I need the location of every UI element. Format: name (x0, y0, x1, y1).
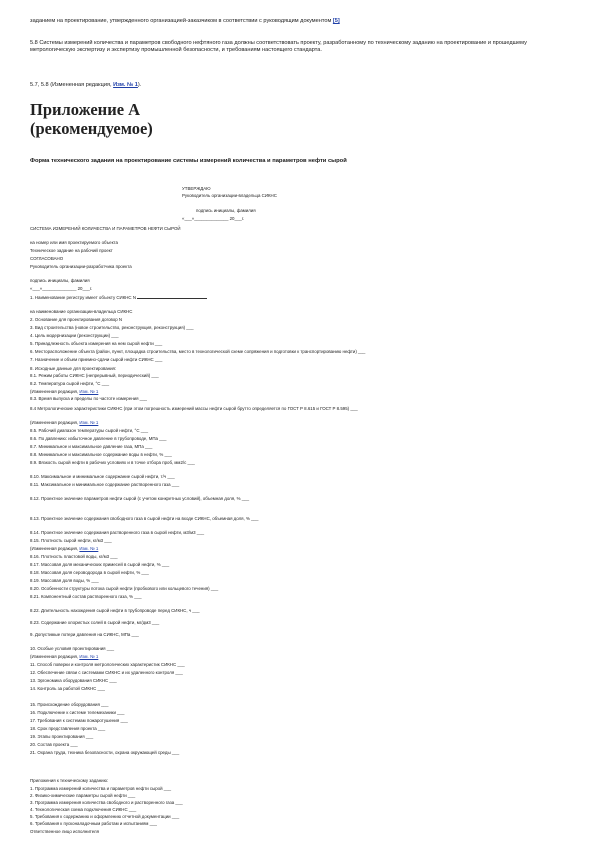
form-item: 6. Месторасположение объекта (район, пункт, площадка строительства, место в технологической схеме сопряжения и подготовки к транспортированию нефти) ___ (30, 349, 366, 354)
form-item: 8.12. Проектное значение параметров нефти сырой (с учетом конкретных условий), объемная доля, % ___ (30, 496, 250, 501)
form-item: 8.11. Максимальное и минимальное содержание растворенного газа ___ (30, 482, 180, 487)
form-item: 1. Наименование регистру имеет объекту СИКНС N (30, 294, 207, 300)
form-item: 8. Исходные данные для проектирования: (30, 366, 117, 371)
appendix-title: Приложение А (рекомендуемое) (30, 100, 153, 138)
form-item: 17. Требования к системам пожаротушения ___ (30, 718, 128, 723)
fill-line[interactable] (137, 294, 207, 299)
form-item: 9. Допустимые потери давления на СИКНС, МПа ___ (30, 632, 139, 637)
agreed-date: «___»______________ 20___г. (30, 286, 93, 291)
form-item: 8.16. Плотность пластовой воды, кг/м3 ___ (30, 554, 118, 559)
reference-link[interactable]: [5] (332, 18, 340, 24)
form-item: 11. Способ поверки и контроля метрологических характеристик СИКНС ___ (30, 662, 185, 667)
change-link[interactable]: Изм. № 1 (79, 420, 99, 425)
form-item: 8.5. Рабочий диапазон температуры сырой нефти, °С ___ (30, 428, 149, 433)
attachment-item: 3. Программа измерения количества свободного и растворенного газа ___ (30, 800, 183, 805)
form-item: 14. Контроль за работой СИКНС ___ (30, 686, 105, 691)
form-item: 8.15. Плотность сырой нефти, кг/м3 ___ (30, 538, 112, 543)
attachments-title: Приложения к техническому заданию: (30, 778, 109, 783)
form-item: 8.6. По давлению: избыточное давление в трубопроводе, МПа ___ (30, 436, 167, 441)
change-note: 5.7, 5.8 (Измененная редакция, Изм. № 1). (30, 82, 142, 88)
change-link[interactable]: Изм. № 1 (79, 654, 99, 659)
agreed-sign: подпись инициалы, фамилия (30, 278, 90, 283)
attachment-item: 4. Технологическая схема подключения СИКНС ___ (30, 807, 137, 812)
form-item: 8.9. Вязкость сырой нефти в рабочих условиях и в точке отбора проб, мм2/с ___ (30, 460, 195, 465)
form-item: 8.3. Время выпуска и пределы по частоте измерения ___ (30, 396, 147, 401)
form-item: 15. Происхождение оборудования ___ (30, 702, 109, 707)
object-name: на номер или имя проектируемого объекта (30, 240, 118, 245)
form-item: 8.22. Длительность нахождения сырой нефти в трубопроводе перед СИКНС, ч ___ (30, 608, 200, 613)
approval-line: Ответственное лицо исполнителя (30, 829, 99, 834)
approve-role: Руководитель организации-владельца СИКНС (182, 193, 277, 198)
form-item: 5. Принадлежность объекта измерения на нем сырой нефти ___ (30, 341, 163, 346)
change-link[interactable]: Изм. № 1 (113, 82, 138, 88)
form-item: 16. Подключение к системе телемеханики ___ (30, 710, 125, 715)
agreed-title: СОГЛАСОВАНО (30, 256, 64, 261)
approve-title: УТВЕРЖДАЮ (182, 186, 211, 191)
intro-top-line: заданием на проектирование, утвержденного организацией-заказчиком в соответствии с руководящим документом [5] (30, 18, 340, 24)
form-item: 8.1. Режим работы СИКНС (непрерывный, периодический) ___ (30, 373, 159, 378)
attachment-item: 2. Физико-химические параметры сырой нефти ___ (30, 793, 136, 798)
paragraph-5-8: 5.8 Системы измерений количества и параметров свободного нефтяного газа должны соответствовать проекту, разработанному по техническому заданию на проектирование и прошедшему метрологическую экспертизу и экспертизу промышленной безопасности, и требованиям настоящего стандарта. (30, 40, 527, 54)
form-item: 12. Обеспечение связи с системами СИКНС и их удаленного контроля ___ (30, 670, 183, 675)
approve-sign: подпись инициалы, фамилия (196, 208, 256, 213)
form-item: 8.13. Проектное значение содержания свободного газа в сырой нефти на входе СИКНС, объемная доля, % ___ (30, 516, 259, 521)
form-item: 8.7. Минимальное и максимальное давление газа, МПа ___ (30, 444, 153, 449)
form-item: 10. Особые условия проектирования ___ (30, 646, 115, 651)
form-item: 8.20. Особенности структуры потока сырой нефти (пробкового или кольцевого течения) ___ (30, 586, 219, 591)
change-note: (Измененная редакция, Изм. № 1 (30, 546, 99, 551)
change-note: (Измененная редакция, Изм. № 1 (30, 420, 99, 425)
owner-line: на наименование организации-владельца СИКНС (30, 309, 133, 314)
change-link[interactable]: Изм. № 1 (79, 546, 99, 551)
appendix-subtitle: Форма технического задания на проектирование системы измерений количества и параметров нефти сырой (30, 158, 347, 164)
form-item: 8.17. Массовая доля механических примесей в сырой нефти, % ___ (30, 562, 170, 567)
form-item: 19. Этапы проектирования ___ (30, 734, 94, 739)
form-item: 8.18. Массовая доля сероводорода в сырой нефти, % ___ (30, 570, 149, 575)
change-link[interactable]: Изм. № 1 (79, 389, 99, 394)
form-item: 8.10. Максимальное и минимальное содержание сырой нефти, т/ч ___ (30, 474, 175, 479)
approve-date: «___»______________ 20___г. (182, 216, 245, 221)
form-item: 8.21. Компонентный состав растворенного газа, % ___ (30, 594, 142, 599)
change-note: (Измененная редакция, Изм. № 1 (30, 654, 99, 659)
form-item: 18. Срок представления проекта ___ (30, 726, 106, 731)
form-item: 3. Вид строительства (новое строительство, реконструкция, реконструкция) ___ (30, 325, 194, 330)
form-item: 7. Назначение и объем приемно-сдачи сырой нефти СИКНС ___ (30, 357, 163, 362)
form-item: 20. Состав проекта ___ (30, 742, 78, 747)
change-note: (Измененная редакция, Изм. № 1 (30, 389, 99, 394)
agreed-role: Руководитель организации-разработчика проекта (30, 264, 132, 269)
form-item: 8.4 Метрологические характеристики СИКНС (при этом погрешность измерений массы нефти сырой брутто определяется по ГОСТ Р 8.615 и ГОСТ Р 8.595) ___ (30, 406, 358, 411)
attachment-item: 5. Требования к содержанию и оформлению отчетной документации ___ (30, 814, 180, 819)
attachment-item: 1. Программа измерений количества и параметров нефти сырой ___ (30, 786, 172, 791)
form-item: 2. Основание для проектирования договор N (30, 317, 123, 322)
form-item: 21. Охрана труда, техника безопасности, охрана окружающей среды ___ (30, 750, 180, 755)
attachment-item: 6. Требования к пусконаладочным работам и испытаниям ___ (30, 821, 157, 826)
form-item: 8.8. Минимальное и максимальное содержание воды в нефти, % ___ (30, 452, 172, 457)
form-item: 8.14. Проектное значение содержания растворенного газа в сырой нефти, м3/м3 ___ (30, 530, 205, 535)
tz-name: Техническое задание на рабочий проект (30, 248, 113, 253)
system-title: СИСТЕМА ИЗМЕРЕНИЙ КОЛИЧЕСТВА И ПАРАМЕТРОВ НЕФТИ СЫРОЙ (30, 226, 181, 231)
form-item: 8.23. Содержание хлористых солей в сырой нефти, мг/дм3 ___ (30, 620, 160, 625)
form-item: 4. Цель модернизации (реконструкции) ___ (30, 333, 119, 338)
form-item: 8.2. Температура сырой нефти, °С ___ (30, 381, 110, 386)
form-item: 8.19. Массовая доля воды, % ___ (30, 578, 99, 583)
form-item: 13. Эргономика оборудования СИКНС ___ (30, 678, 117, 683)
